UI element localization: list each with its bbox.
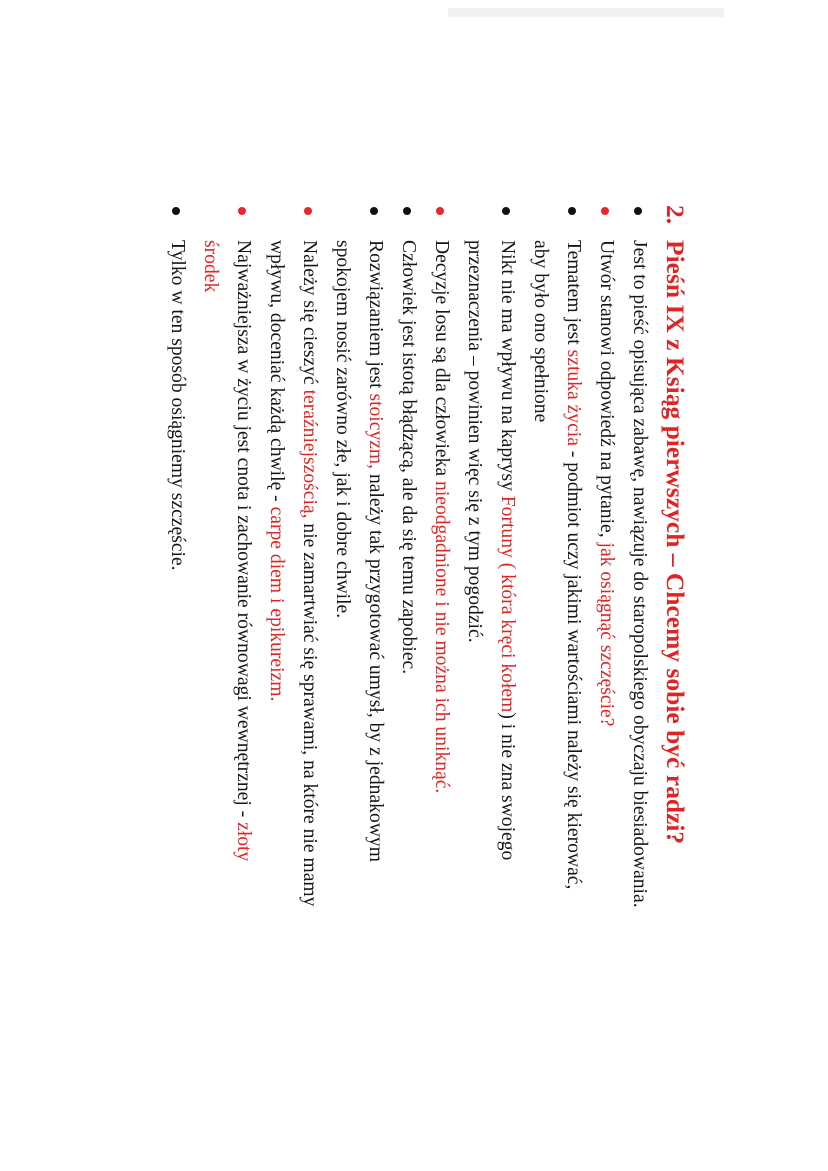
item-text: ) i nie zna swojego xyxy=(497,712,518,861)
bullet-dot-icon xyxy=(502,207,510,215)
bullet-dot-icon xyxy=(370,207,378,215)
item-highlight: nieodgadnione i nie można ich uniknąć. xyxy=(431,481,452,794)
item-text: nie zamartwiać się sprawami, na które nie mamy xyxy=(299,518,320,907)
bullet-dot-icon xyxy=(238,207,246,215)
section-title: Pieśń IX z Ksiąg pierwszych – Chcemy sobie być radzi? xyxy=(661,240,690,845)
item-text: - podmiot uczy jakimi wartościami należy się kierować, xyxy=(563,445,584,890)
section-number: 2. xyxy=(661,205,690,225)
bullet-list xyxy=(161,205,656,1005)
section-heading xyxy=(660,205,690,844)
bullet-dot-icon xyxy=(403,207,411,215)
item-text: Człowiek jest istotą błądzącą, ale da się temu zapobiec. xyxy=(398,240,419,675)
list-item xyxy=(590,205,623,1005)
item-text: wpływu, doceniać każdą chwilę - xyxy=(266,240,287,507)
bullet-dot-icon xyxy=(634,207,642,215)
item-highlight: środek xyxy=(200,240,221,293)
item-text: przeznaczenia – powinien więc się z tym pogodzić. xyxy=(464,240,485,643)
item-highlight: sztuka życia xyxy=(563,349,584,446)
list-item xyxy=(524,205,590,1005)
item-highlight: jak osiągnąć szczęście? xyxy=(596,542,617,727)
top-scroll-bar xyxy=(448,8,724,17)
item-text: aby było ono spełnione xyxy=(530,240,551,423)
item-highlight: złoty xyxy=(233,822,254,862)
item-text: Tematem jest xyxy=(563,240,584,350)
item-highlight: carpe diem i epikureizm. xyxy=(266,506,287,702)
item-text: spokojem nosić zarówno złe, jak i dobre chwile. xyxy=(332,240,353,619)
list-item xyxy=(260,205,326,1005)
item-text: Decyzje losu są dla człowieka xyxy=(431,240,452,482)
bullet-dot-icon xyxy=(304,207,312,215)
list-item xyxy=(161,205,194,1005)
bullet-dot-icon xyxy=(601,207,609,215)
list-item xyxy=(392,205,425,1005)
list-item xyxy=(425,205,458,1005)
bullet-dot-icon xyxy=(172,207,180,215)
rotated-page-content xyxy=(130,205,690,1005)
item-text: Rozwiązaniem jest xyxy=(365,240,386,394)
list-item xyxy=(458,205,524,1005)
item-text: Najważniejsza w życiu jest cnota i zachowanie równowagi wewnętrznej - xyxy=(233,240,254,823)
item-highlight: stoicyzm, xyxy=(365,393,386,470)
item-text: Jest to pieść opisująca zabawę, nawiązuje do staropolskiego obyczaju biesiadowania. xyxy=(629,240,650,908)
item-text: Tylko w ten sposób osiągniemy szczęście. xyxy=(167,240,188,571)
list-item xyxy=(623,205,656,1005)
list-item xyxy=(194,205,260,1005)
item-text: Nikt nie ma wpływu na kaprysy xyxy=(497,240,518,496)
item-highlight: teraźniejszością, xyxy=(299,389,320,519)
item-text: Należy się cieszyć xyxy=(299,240,320,390)
list-item xyxy=(326,205,392,1005)
item-text: należy tak przygotować umysł, by z jednakowym xyxy=(365,469,386,862)
bullet-dot-icon xyxy=(436,207,444,215)
bullet-dot-icon xyxy=(568,207,576,215)
item-text: Utwór stanowi odpowiedź na pytanie, xyxy=(596,240,617,543)
item-highlight: Fortuny ( która kręci kołem xyxy=(497,495,518,713)
